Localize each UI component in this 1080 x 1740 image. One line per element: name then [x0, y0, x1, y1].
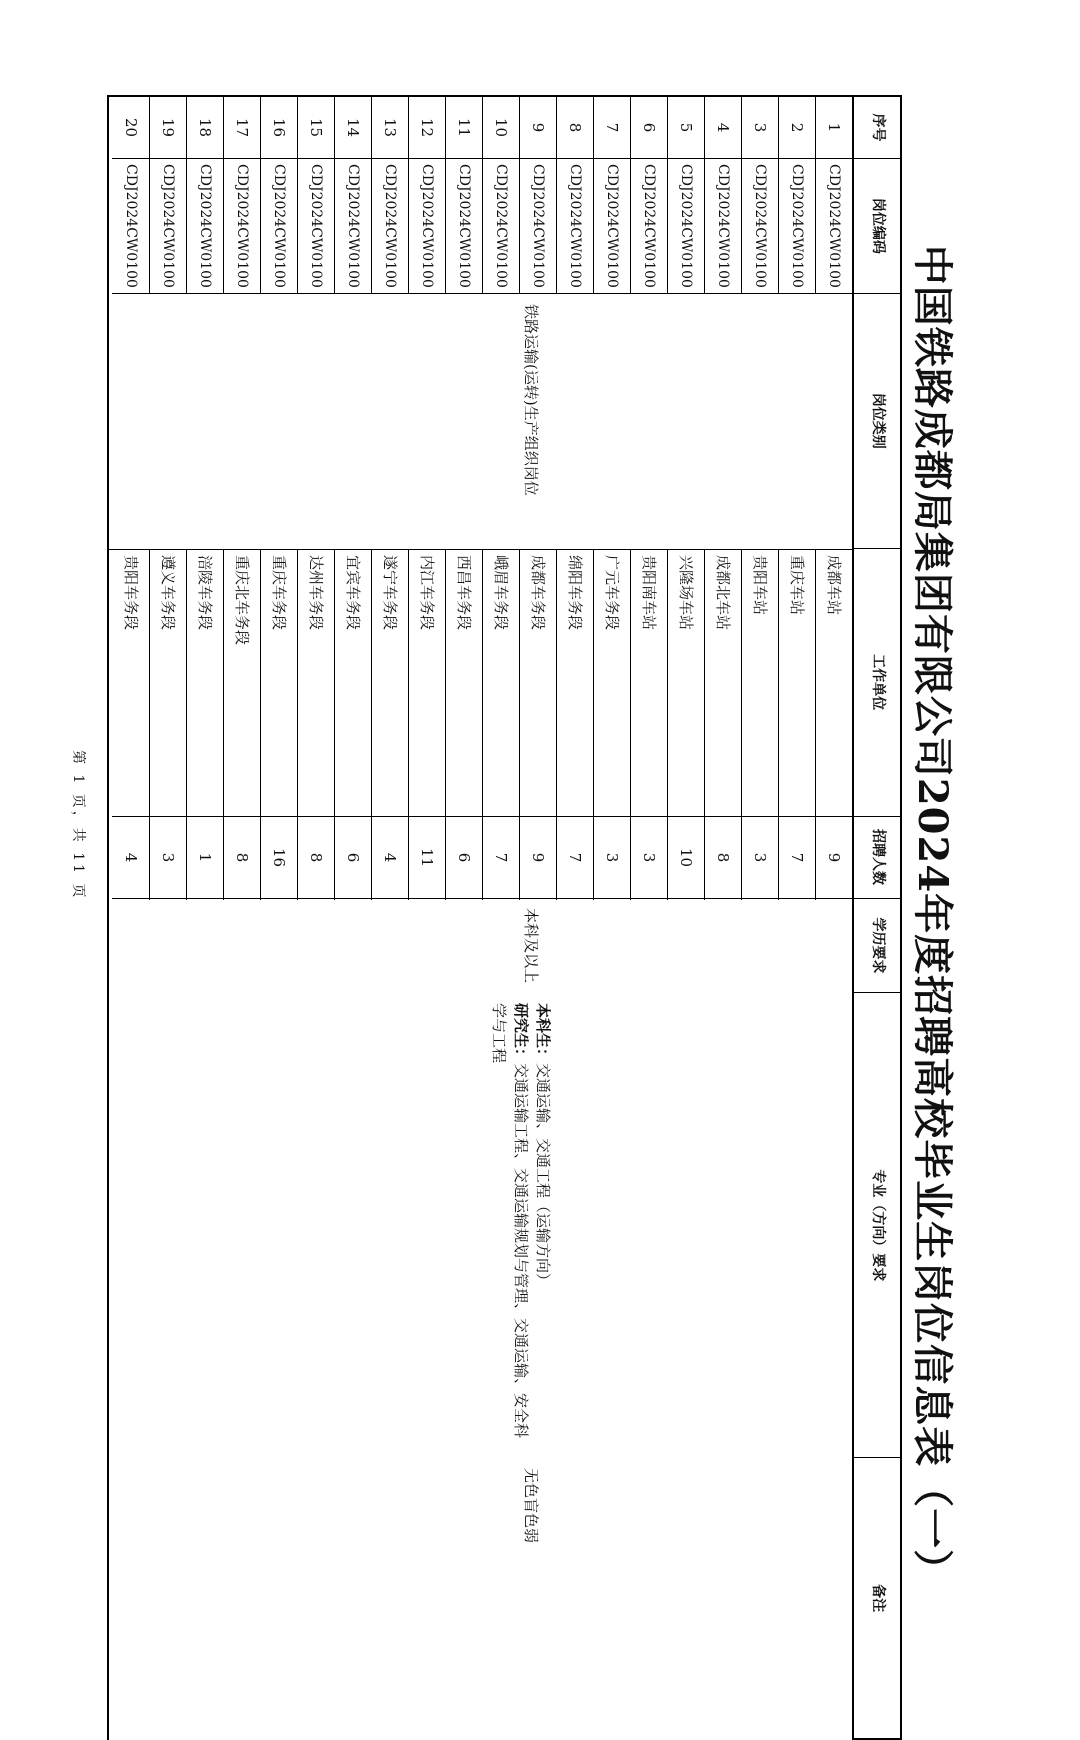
header-education: 学历要求	[854, 899, 900, 994]
row-unit: 遵义车务段	[150, 549, 186, 817]
row-code: CDJ2024CW0100	[483, 159, 519, 294]
row-unit: 宜宾车务段	[335, 549, 371, 817]
merged-major-cell	[109, 995, 852, 1461]
row-unit: 兴隆场车站	[668, 549, 704, 817]
row-unit: 贵阳车务段	[112, 549, 149, 817]
row-count: 9	[520, 817, 556, 899]
row-count: 16	[261, 817, 297, 899]
row-no: 14	[335, 97, 371, 159]
row-no: 10	[483, 97, 519, 159]
row-unit: 广元车务段	[594, 549, 630, 817]
row-no: 4	[705, 97, 741, 159]
header-code: 岗位编码	[854, 159, 900, 294]
row-unit: 绵阳车务段	[557, 549, 593, 817]
row-code: CDJ2024CW0100	[779, 159, 815, 294]
row-code: CDJ2024CW0100	[446, 159, 482, 294]
row-no: 2	[779, 97, 815, 159]
row-count: 6	[446, 817, 482, 899]
row-count: 8	[224, 817, 260, 899]
row-count: 7	[483, 817, 519, 899]
header-count: 招聘人数	[854, 817, 900, 899]
row-no: 11	[446, 97, 482, 159]
row-count: 7	[557, 817, 593, 899]
row-unit: 峨眉车务段	[483, 549, 519, 817]
row-count: 4	[112, 817, 149, 899]
row-no: 13	[372, 97, 408, 159]
row-unit: 重庆车站	[779, 549, 815, 817]
row-count: 8	[298, 817, 334, 899]
merged-education-cell	[109, 900, 852, 996]
header-category: 岗位类别	[854, 294, 900, 549]
row-code: CDJ2024CW0100	[150, 159, 186, 294]
row-no: 5	[668, 97, 704, 159]
row-no: 9	[520, 97, 556, 159]
row-unit: 达州车务段	[298, 549, 334, 817]
major-grad-line	[488, 1003, 532, 1452]
row-code: CDJ2024CW0100	[668, 159, 704, 294]
row-count: 3	[631, 817, 667, 899]
undergrad-text: 交通运输、交通工程（运输方向）	[534, 1063, 552, 1289]
row-count: 1	[187, 817, 223, 899]
header-major: 专业（方向）要求	[854, 993, 900, 1458]
merged-category-cell	[109, 294, 852, 550]
row-count: 3	[594, 817, 630, 899]
major-text	[488, 1003, 554, 1452]
row-count: 6	[335, 817, 371, 899]
row-unit: 成都车务段	[520, 549, 556, 817]
row-count: 4	[372, 817, 408, 899]
row-code: CDJ2024CW0100	[187, 159, 223, 294]
row-count: 10	[668, 817, 704, 899]
row-no: 12	[409, 97, 445, 159]
grad-label: 研究生：	[512, 1003, 530, 1064]
row-unit: 遂宁车务段	[372, 549, 408, 817]
row-code: CDJ2024CW0100	[631, 159, 667, 294]
row-no: 7	[594, 97, 630, 159]
row-no: 8	[557, 97, 593, 159]
row-no: 17	[224, 97, 260, 159]
row-count: 3	[150, 817, 186, 899]
education-text: 本科及以上	[522, 908, 540, 984]
row-unit: 贵阳车站	[742, 549, 778, 817]
major-undergrad-line	[532, 1003, 554, 1452]
row-no: 20	[112, 97, 149, 159]
row-code: CDJ2024CW0100	[594, 159, 630, 294]
row-code: CDJ2024CW0100	[816, 159, 852, 294]
row-code: CDJ2024CW0100	[298, 159, 334, 294]
row-unit: 重庆车务段	[261, 549, 297, 817]
row-code: CDJ2024CW0100	[409, 159, 445, 294]
row-no: 19	[150, 97, 186, 159]
header-unit: 工作单位	[854, 549, 900, 817]
job-info-table	[107, 95, 902, 1740]
row-code: CDJ2024CW0100	[520, 159, 556, 294]
row-unit: 成都北车站	[705, 549, 741, 817]
row-no: 18	[187, 97, 223, 159]
document-title: 中国铁路成都局集团有限公司2024年度招聘高校毕业生岗位信息表（一）	[909, 244, 956, 1591]
row-count: 9	[816, 817, 852, 899]
table-header-row	[852, 97, 900, 1738]
row-code: CDJ2024CW0100	[372, 159, 408, 294]
rotated-document-page	[70, 95, 962, 1740]
category-text: 铁路运输(运转)生产组织岗位	[522, 304, 540, 496]
page-footer: 第 1 页，共 11 页	[70, 750, 86, 901]
row-count: 8	[705, 817, 741, 899]
note-text: 无色盲色弱	[522, 1468, 540, 1544]
row-code: CDJ2024CW0100	[742, 159, 778, 294]
row-unit: 西昌车务段	[446, 549, 482, 817]
grad-text: 交通运输工程、交通运输规划与管理、交通运输、安全科学与工程	[490, 1003, 530, 1439]
row-no: 3	[742, 97, 778, 159]
row-count: 7	[779, 817, 815, 899]
row-code: CDJ2024CW0100	[557, 159, 593, 294]
row-no: 15	[298, 97, 334, 159]
row-no: 16	[261, 97, 297, 159]
row-code: CDJ2024CW0100	[705, 159, 741, 294]
row-code: CDJ2024CW0100	[224, 159, 260, 294]
row-unit: 重庆北车务段	[224, 549, 260, 817]
undergrad-label: 本科生：	[534, 1003, 552, 1064]
row-unit: 内江车务段	[409, 549, 445, 817]
row-code: CDJ2024CW0100	[335, 159, 371, 294]
header-no: 序号	[854, 97, 900, 159]
row-unit: 贵阳南车站	[631, 549, 667, 817]
row-unit: 涪陵车务段	[187, 549, 223, 817]
row-no: 6	[631, 97, 667, 159]
row-count: 11	[409, 817, 445, 899]
row-no: 1	[816, 97, 852, 159]
row-code: CDJ2024CW0100	[261, 159, 297, 294]
header-note: 备注	[870, 1584, 886, 1613]
row-count: 3	[742, 817, 778, 899]
merged-note-cell	[109, 1460, 852, 1740]
row-unit: 成都车站	[816, 549, 852, 817]
row-code: CDJ2024CW0100	[112, 159, 149, 294]
